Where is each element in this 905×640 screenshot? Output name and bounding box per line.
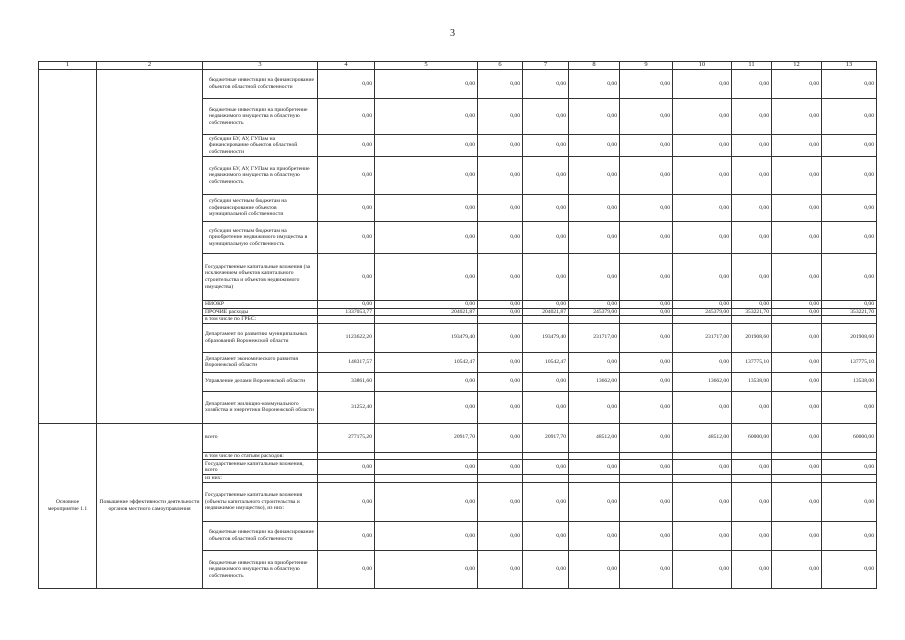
value-cell: 0,00 bbox=[478, 550, 523, 588]
value-cell: 0,00 bbox=[375, 99, 478, 135]
column-header: 10 bbox=[673, 62, 732, 70]
row-label: бюджетные инвестиции на приобретение недвижимого имущества в областную собственность bbox=[203, 99, 318, 135]
value-cell: 48512,00 bbox=[673, 423, 732, 452]
value-cell: 0,00 bbox=[569, 135, 620, 157]
value-cell: 0,00 bbox=[822, 135, 877, 157]
value-cell: 0,00 bbox=[375, 157, 478, 195]
value-cell: 0,00 bbox=[772, 423, 822, 452]
value-cell bbox=[318, 452, 375, 460]
value-cell: 0,00 bbox=[569, 301, 620, 309]
row-label: Государственные капитальные вложения, всего bbox=[203, 460, 318, 475]
value-cell: 0,00 bbox=[822, 301, 877, 309]
budget-table bbox=[38, 61, 877, 589]
value-cell bbox=[732, 452, 772, 460]
value-cell: 0,00 bbox=[375, 482, 478, 521]
value-cell: 0,00 bbox=[478, 222, 523, 254]
value-cell: 0,00 bbox=[732, 70, 772, 99]
value-cell: 0,00 bbox=[523, 222, 569, 254]
value-cell: 0,00 bbox=[732, 521, 772, 550]
value-cell: 0,00 bbox=[478, 254, 523, 301]
measure-name: Основное мероприятие 1.1 bbox=[39, 423, 97, 588]
row-label: субсидии БУ, АУ, ГУПам на приобретение недвижимого имущества в областную собственность bbox=[203, 157, 318, 195]
value-cell: 0,00 bbox=[732, 99, 772, 135]
value-cell bbox=[673, 475, 732, 483]
value-cell: 0,00 bbox=[822, 482, 877, 521]
value-cell: 0,00 bbox=[772, 323, 822, 352]
row-group-cell-col1 bbox=[39, 70, 97, 424]
column-header: 1 bbox=[39, 62, 97, 70]
value-cell: 0,00 bbox=[732, 254, 772, 301]
value-cell: 0,00 bbox=[620, 372, 673, 391]
value-cell: 0,00 bbox=[569, 70, 620, 99]
value-cell: 0,00 bbox=[673, 482, 732, 521]
value-cell: 0,00 bbox=[318, 222, 375, 254]
value-cell: 201908,60 bbox=[732, 323, 772, 352]
value-cell: 0,00 bbox=[822, 254, 877, 301]
value-cell bbox=[673, 452, 732, 460]
value-cell: 0,00 bbox=[822, 99, 877, 135]
value-cell: 0,00 bbox=[822, 391, 877, 423]
value-cell: 0,00 bbox=[478, 460, 523, 475]
value-cell: 0,00 bbox=[822, 70, 877, 99]
column-header: 3 bbox=[203, 62, 318, 70]
value-cell: 33861,60 bbox=[318, 372, 375, 391]
value-cell: 10542,47 bbox=[375, 352, 478, 372]
value-cell: 245379,00 bbox=[569, 308, 620, 316]
value-cell: 0,00 bbox=[620, 550, 673, 588]
value-cell: 0,00 bbox=[620, 482, 673, 521]
value-cell: 0,00 bbox=[523, 195, 569, 222]
value-cell: 13662,00 bbox=[569, 372, 620, 391]
value-cell: 13538,00 bbox=[822, 372, 877, 391]
value-cell: 48512,00 bbox=[569, 423, 620, 452]
value-cell: 0,00 bbox=[478, 301, 523, 309]
value-cell: 0,00 bbox=[375, 521, 478, 550]
value-cell: 245379,00 bbox=[673, 308, 732, 316]
column-header: 8 bbox=[569, 62, 620, 70]
value-cell: 0,00 bbox=[523, 254, 569, 301]
value-cell: 0,00 bbox=[732, 391, 772, 423]
column-header: 6 bbox=[478, 62, 523, 70]
value-cell bbox=[569, 316, 620, 324]
value-cell: 0,00 bbox=[732, 157, 772, 195]
value-cell: 20917,70 bbox=[375, 423, 478, 452]
value-cell: 0,00 bbox=[772, 157, 822, 195]
value-cell: 0,00 bbox=[478, 391, 523, 423]
row-label: из них: bbox=[203, 475, 318, 483]
value-cell: 0,00 bbox=[569, 550, 620, 588]
row-label: Департамент экономического развития Воронежской области bbox=[203, 352, 318, 372]
value-cell bbox=[673, 316, 732, 324]
value-cell: 20917,70 bbox=[523, 423, 569, 452]
value-cell: 1337053,77 bbox=[318, 308, 375, 316]
column-header: 12 bbox=[772, 62, 822, 70]
value-cell: 0,00 bbox=[772, 195, 822, 222]
value-cell: 0,00 bbox=[375, 550, 478, 588]
value-cell: 0,00 bbox=[822, 157, 877, 195]
value-cell: 0,00 bbox=[673, 157, 732, 195]
value-cell: 13662,00 bbox=[673, 372, 732, 391]
value-cell: 137775,10 bbox=[732, 352, 772, 372]
value-cell: 0,00 bbox=[772, 352, 822, 372]
value-cell: 0,00 bbox=[318, 135, 375, 157]
value-cell: 0,00 bbox=[375, 460, 478, 475]
value-cell: 0,00 bbox=[569, 460, 620, 475]
value-cell: 0,00 bbox=[569, 157, 620, 195]
value-cell: 0,00 bbox=[478, 482, 523, 521]
value-cell: 0,00 bbox=[620, 391, 673, 423]
column-header: 4 bbox=[318, 62, 375, 70]
value-cell: 0,00 bbox=[523, 372, 569, 391]
value-cell: 0,00 bbox=[569, 254, 620, 301]
value-cell: 0,00 bbox=[822, 222, 877, 254]
value-cell bbox=[478, 452, 523, 460]
value-cell bbox=[822, 452, 877, 460]
row-label: ПРОЧИЕ расходы bbox=[203, 308, 318, 316]
value-cell: 0,00 bbox=[732, 222, 772, 254]
value-cell: 193479,40 bbox=[523, 323, 569, 352]
value-cell: 0,00 bbox=[318, 521, 375, 550]
value-cell: 0,00 bbox=[569, 222, 620, 254]
value-cell: 0,00 bbox=[772, 372, 822, 391]
value-cell: 353221,70 bbox=[732, 308, 772, 316]
value-cell: 193479,40 bbox=[375, 323, 478, 352]
value-cell: 0,00 bbox=[822, 460, 877, 475]
value-cell: 0,00 bbox=[822, 195, 877, 222]
value-cell bbox=[478, 475, 523, 483]
value-cell: 0,00 bbox=[673, 70, 732, 99]
row-group-cell-col2 bbox=[97, 70, 203, 424]
value-cell: 0,00 bbox=[478, 352, 523, 372]
value-cell: 0,00 bbox=[620, 423, 673, 452]
value-cell: 0,00 bbox=[569, 195, 620, 222]
row-label: субсидии БУ, АУ, ГУПам на финансирование объектов областной собственности bbox=[203, 135, 318, 157]
value-cell bbox=[732, 475, 772, 483]
value-cell: 0,00 bbox=[620, 195, 673, 222]
column-header-row bbox=[39, 62, 877, 70]
value-cell: 60000,00 bbox=[822, 423, 877, 452]
value-cell: 0,00 bbox=[523, 482, 569, 521]
value-cell bbox=[772, 452, 822, 460]
value-cell: 0,00 bbox=[478, 521, 523, 550]
value-cell: 0,00 bbox=[620, 352, 673, 372]
value-cell: 277175,20 bbox=[318, 423, 375, 452]
value-cell: 0,00 bbox=[569, 99, 620, 135]
measure-description: Повышение эффективности деятельности органов местного самоуправления bbox=[97, 423, 203, 588]
value-cell: 0,00 bbox=[318, 301, 375, 309]
value-cell: 13538,00 bbox=[732, 372, 772, 391]
value-cell: 231717,00 bbox=[673, 323, 732, 352]
value-cell: 148317,57 bbox=[318, 352, 375, 372]
value-cell: 204021,87 bbox=[523, 308, 569, 316]
value-cell: 0,00 bbox=[772, 391, 822, 423]
value-cell: 60000,00 bbox=[732, 423, 772, 452]
row-label: бюджетные инвестиции на приобретение недвижимого имущества в областную собственность bbox=[203, 550, 318, 588]
value-cell bbox=[523, 475, 569, 483]
row-label: бюджетные инвестиции на финансирование объектов областной собственности bbox=[203, 521, 318, 550]
value-cell: 0,00 bbox=[732, 460, 772, 475]
value-cell: 0,00 bbox=[732, 482, 772, 521]
value-cell: 0,00 bbox=[822, 550, 877, 588]
value-cell bbox=[318, 475, 375, 483]
value-cell: 0,00 bbox=[673, 254, 732, 301]
value-cell: 0,00 bbox=[478, 99, 523, 135]
value-cell: 0,00 bbox=[523, 301, 569, 309]
value-cell: 0,00 bbox=[620, 70, 673, 99]
value-cell: 0,00 bbox=[523, 157, 569, 195]
value-cell: 0,00 bbox=[478, 372, 523, 391]
value-cell bbox=[569, 475, 620, 483]
value-cell: 0,00 bbox=[772, 521, 822, 550]
row-label: Управление делами Воронежской области bbox=[203, 372, 318, 391]
value-cell bbox=[478, 316, 523, 324]
value-cell: 0,00 bbox=[822, 521, 877, 550]
value-cell: 0,00 bbox=[478, 70, 523, 99]
value-cell: 0,00 bbox=[375, 254, 478, 301]
value-cell bbox=[732, 316, 772, 324]
column-header: 9 bbox=[620, 62, 673, 70]
value-cell: 0,00 bbox=[478, 423, 523, 452]
value-cell: 0,00 bbox=[318, 254, 375, 301]
value-cell: 137775,10 bbox=[822, 352, 877, 372]
value-cell: 0,00 bbox=[523, 550, 569, 588]
value-cell: 353221,70 bbox=[822, 308, 877, 316]
value-cell: 0,00 bbox=[772, 460, 822, 475]
value-cell: 0,00 bbox=[673, 550, 732, 588]
row-label: Департамент жилищно-коммунального хозяйства и энергетики Воронежской области bbox=[203, 391, 318, 423]
value-cell: 0,00 bbox=[673, 135, 732, 157]
row-label: Государственные капитальные вложения (объекты капитального строительства и недвижимое имущество), из них: bbox=[203, 482, 318, 521]
value-cell: 0,00 bbox=[732, 550, 772, 588]
value-cell: 0,00 bbox=[523, 391, 569, 423]
value-cell: 0,00 bbox=[318, 70, 375, 99]
value-cell bbox=[569, 452, 620, 460]
value-cell: 0,00 bbox=[772, 308, 822, 316]
value-cell: 0,00 bbox=[318, 482, 375, 521]
value-cell: 0,00 bbox=[523, 521, 569, 550]
value-cell: 0,00 bbox=[375, 391, 478, 423]
value-cell: 31252,40 bbox=[318, 391, 375, 423]
value-cell: 0,00 bbox=[375, 222, 478, 254]
value-cell: 0,00 bbox=[375, 70, 478, 99]
value-cell: 0,00 bbox=[569, 352, 620, 372]
row-label: бюджетные инвестиции на финансирование объектов областной собственности bbox=[203, 70, 318, 99]
value-cell: 0,00 bbox=[318, 99, 375, 135]
value-cell: 0,00 bbox=[620, 222, 673, 254]
value-cell: 0,00 bbox=[523, 460, 569, 475]
value-cell: 0,00 bbox=[523, 99, 569, 135]
column-header: 11 bbox=[732, 62, 772, 70]
row-label: всего bbox=[203, 423, 318, 452]
value-cell: 0,00 bbox=[673, 391, 732, 423]
value-cell: 0,00 bbox=[673, 222, 732, 254]
row-label: НИОКР bbox=[203, 301, 318, 309]
value-cell: 0,00 bbox=[523, 70, 569, 99]
value-cell: 0,00 bbox=[620, 157, 673, 195]
table-row bbox=[39, 423, 877, 452]
value-cell: 0,00 bbox=[318, 550, 375, 588]
value-cell bbox=[375, 452, 478, 460]
value-cell: 0,00 bbox=[523, 135, 569, 157]
row-label: в том числе по статьям расходов: bbox=[203, 452, 318, 460]
value-cell: 0,00 bbox=[673, 99, 732, 135]
value-cell: 231717,00 bbox=[569, 323, 620, 352]
value-cell: 10542,47 bbox=[523, 352, 569, 372]
value-cell: 0,00 bbox=[772, 70, 822, 99]
value-cell: 0,00 bbox=[732, 301, 772, 309]
value-cell: 0,00 bbox=[772, 301, 822, 309]
value-cell: 0,00 bbox=[375, 135, 478, 157]
value-cell: 0,00 bbox=[772, 222, 822, 254]
row-label: в том числе по ГРБС: bbox=[203, 316, 318, 324]
value-cell bbox=[523, 452, 569, 460]
value-cell: 0,00 bbox=[620, 301, 673, 309]
value-cell: 201908,60 bbox=[822, 323, 877, 352]
value-cell: 0,00 bbox=[569, 521, 620, 550]
column-header: 13 bbox=[822, 62, 877, 70]
value-cell: 0,00 bbox=[620, 323, 673, 352]
row-label: субсидии местным бюджетам на софинансирование объектов муниципальной собственности bbox=[203, 195, 318, 222]
row-label: субсидии местным бюджетам на приобретение недвижимого имущества в муниципальную собственность bbox=[203, 222, 318, 254]
value-cell: 0,00 bbox=[569, 482, 620, 521]
row-label: Департамент по развитию муниципальных образований Воронежской области bbox=[203, 323, 318, 352]
value-cell: 0,00 bbox=[732, 195, 772, 222]
value-cell: 0,00 bbox=[772, 135, 822, 157]
column-header: 7 bbox=[523, 62, 569, 70]
value-cell: 0,00 bbox=[620, 254, 673, 301]
value-cell: 0,00 bbox=[620, 99, 673, 135]
row-label: Государственные капитальные вложения (за исключением объектов капитального строительства и объектов недвижимого имущества) bbox=[203, 254, 318, 301]
value-cell bbox=[772, 316, 822, 324]
value-cell: 0,00 bbox=[620, 460, 673, 475]
value-cell bbox=[822, 475, 877, 483]
value-cell: 204021,87 bbox=[375, 308, 478, 316]
column-header: 2 bbox=[97, 62, 203, 70]
value-cell bbox=[620, 475, 673, 483]
value-cell bbox=[620, 452, 673, 460]
value-cell bbox=[375, 316, 478, 324]
value-cell: 0,00 bbox=[772, 99, 822, 135]
value-cell: 0,00 bbox=[478, 308, 523, 316]
value-cell: 0,00 bbox=[772, 254, 822, 301]
value-cell: 0,00 bbox=[375, 301, 478, 309]
value-cell: 0,00 bbox=[478, 323, 523, 352]
value-cell: 0,00 bbox=[569, 391, 620, 423]
value-cell bbox=[772, 475, 822, 483]
column-header: 5 bbox=[375, 62, 478, 70]
value-cell: 0,00 bbox=[318, 157, 375, 195]
value-cell: 0,00 bbox=[673, 460, 732, 475]
value-cell: 0,00 bbox=[478, 195, 523, 222]
value-cell: 0,00 bbox=[478, 157, 523, 195]
value-cell: 0,00 bbox=[673, 301, 732, 309]
value-cell: 0,00 bbox=[772, 550, 822, 588]
table-row bbox=[39, 70, 877, 99]
value-cell: 0,00 bbox=[318, 460, 375, 475]
value-cell: 0,00 bbox=[772, 482, 822, 521]
value-cell: 0,00 bbox=[732, 135, 772, 157]
value-cell bbox=[620, 316, 673, 324]
value-cell: 0,00 bbox=[620, 135, 673, 157]
value-cell: 0,00 bbox=[620, 521, 673, 550]
value-cell bbox=[318, 316, 375, 324]
value-cell: 1123622,20 bbox=[318, 323, 375, 352]
value-cell: 0,00 bbox=[375, 195, 478, 222]
value-cell: 0,00 bbox=[673, 352, 732, 372]
page-number: 3 bbox=[450, 28, 455, 39]
value-cell: 0,00 bbox=[318, 195, 375, 222]
value-cell bbox=[375, 475, 478, 483]
value-cell: 0,00 bbox=[673, 195, 732, 222]
value-cell: 0,00 bbox=[478, 135, 523, 157]
value-cell: 0,00 bbox=[375, 372, 478, 391]
value-cell: 0,00 bbox=[620, 308, 673, 316]
value-cell bbox=[523, 316, 569, 324]
value-cell bbox=[822, 316, 877, 324]
value-cell: 0,00 bbox=[673, 521, 732, 550]
